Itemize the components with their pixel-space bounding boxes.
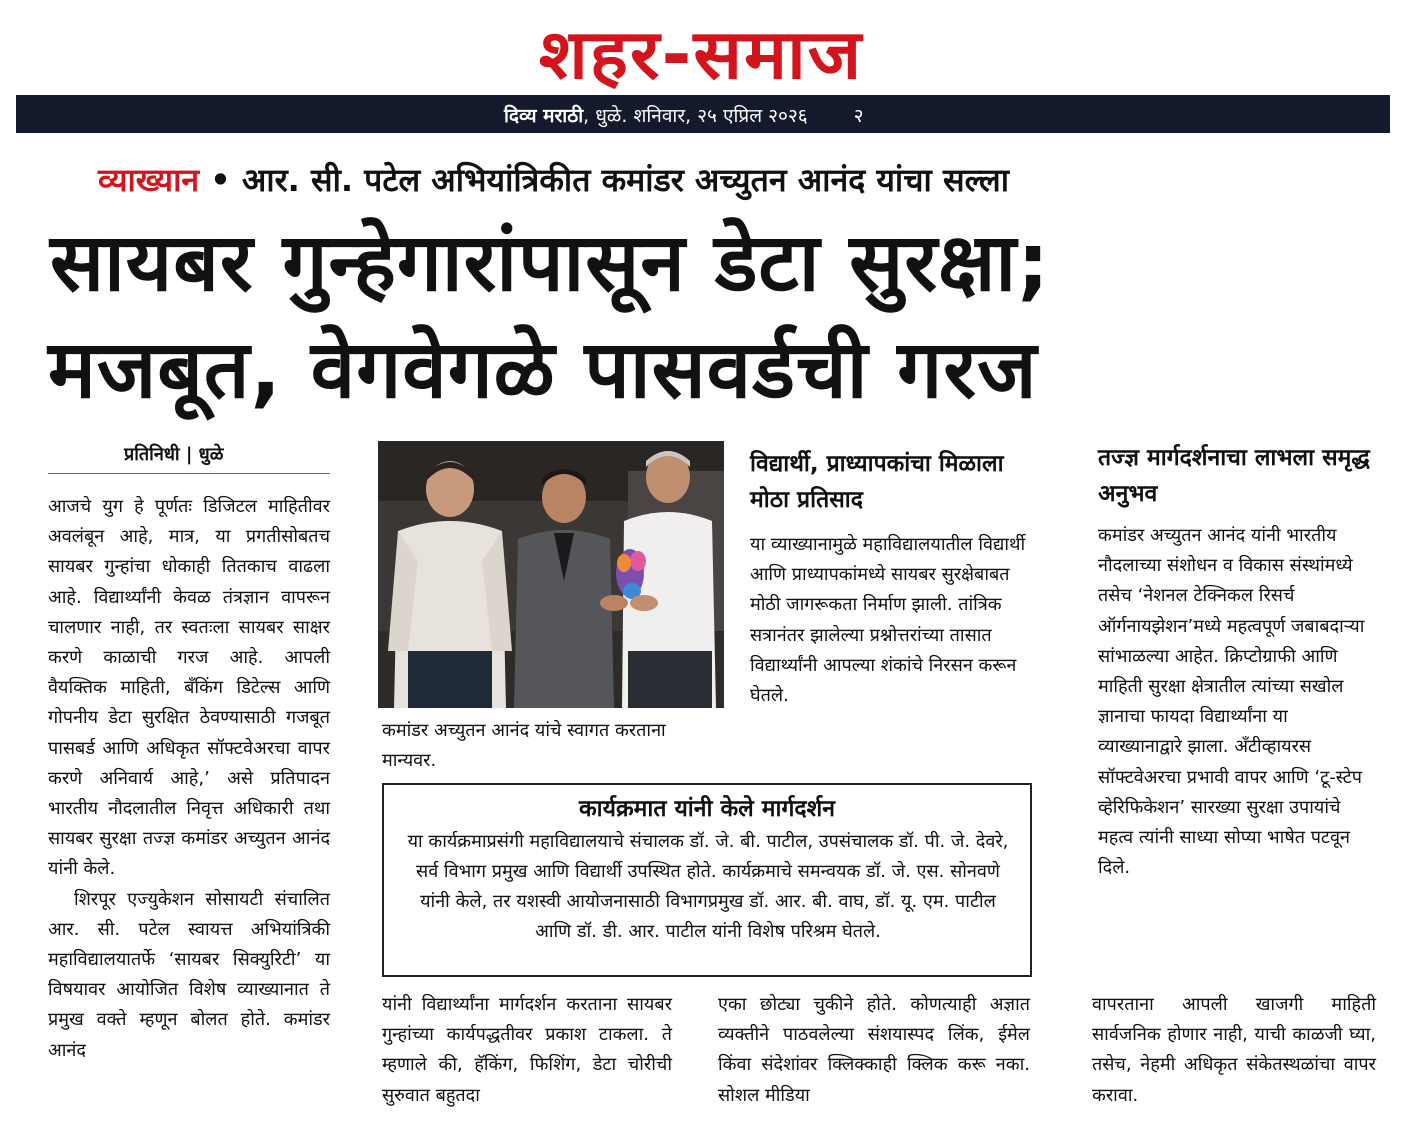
- kicker-bullet: •: [199, 161, 242, 199]
- subheading-students-response: विद्यार्थी, प्राध्यापकांचा मिळाला मोठा प्रतिसाद: [750, 451, 1004, 513]
- guidance-box-title: कार्यक्रमात यांनी केले मार्गदर्शन: [578, 796, 836, 822]
- headline-line-1: सायबर गुन्हेगारांपासून डेटा सुरक्षा;: [50, 216, 1051, 309]
- paper-name: दिव्य मराठी: [504, 105, 584, 127]
- event-photo-illustration: [378, 441, 724, 708]
- dateline-date: , धुळे. शनिवार, २५ एप्रिल २०२६: [583, 105, 808, 127]
- kicker: [98, 158, 1009, 201]
- page-number: २: [853, 105, 864, 127]
- article-column-3: कमांडर अच्युतन आनंद यांनी भारतीय नौदलाच्या संशोधन व विकास संस्थांमध्ये तसेच ‘नेशनल टेक्निकल रिसर्च ऑर्गनायझेशन’मध्ये महत्वपूर्ण जबाबदाऱ्या सांभाळल्या आहेत. क्रिप्टोग्राफी आणि माहिती सुरक्षा क्षेत्रातील त्यांच्या सखोल ज्ञानाचा फायदा विद्यार्थ्यांना या व्याख्यानाद्वारे झाला. अँटीव्हायरस सॉफ्टवेअरचा प्रभावी वापर आणि ‘टू-स्टेप व्हेरिफिकेशन’ सारख्या सुरक्षा उपायांचे महत्व त्यांनी साध्या सोप्या भाषेत पटवून दिले.: [1098, 525, 1365, 879]
- masthead-title: शहर-समाज: [538, 14, 864, 94]
- photo-caption: कमांडर अच्युतन आनंद यांचे स्वागत करताना मान्यवर.: [382, 720, 666, 771]
- dateline-text: [504, 102, 864, 128]
- byline-divider: [48, 473, 330, 474]
- article-column-1: [48, 492, 330, 1066]
- dateline-bar: [16, 95, 1390, 133]
- column-1-paragraph-1: आजचे युग हे पूर्णतः डिजिटल माहितीवर अवलंबून आहे, मात्र, या प्रगतीसोबतच सायबर गुन्हांचा धोकाही तितकाच वाढला आहे. विद्यार्थ्यांनी केवळ तंत्रज्ञान वापरून चालणार नाही, तर स्वतःला सायबर साक्षर करणे काळाची गरज आहे. आपली वैयक्तिक माहिती, बँकिंग डिटेल्स आणि गोपनीय डेटा सुरक्षित ठेवण्यासाठी गजबूत पासबर्ड आणि अधिकृत सॉफ्टवेअरचा वापर करणे अनिवार्य आहे,’ असे प्रतिपादन भारतीय नौदलातील निवृत्त अधिकारी तथा सायबर सुरक्षा तज्ज्ञ कमांडर अच्युतन आनंद यांनी केले.: [48, 496, 330, 880]
- headline-line-2: मजबूत, वेगवेगळे पासवर्डची गरज: [48, 323, 1038, 416]
- guidance-box: [382, 783, 1032, 977]
- kicker-tag: व्याख्यान: [98, 161, 200, 199]
- guidance-box-text: या कार्यक्रमाप्रसंगी महाविद्यालयाचे संचालक डॉ. जे. बी. पाटील, उपसंचालक डॉ. पी. जे. देवरे, सर्व विभाग प्रमुख आणि विद्यार्थी उपस्थित होते. कार्यक्रमाचे समन्वयक डॉ. जे. एस. सोनवणे यांनी केले, तर यशस्वी आयोजनासाठी विभागप्रमुख डॉ. आर. बी. वाघ, डॉ. यू. एम. पाटील आणि डॉ. डी. आर. पाटील यांनी विशेष परिश्रम घेतले.: [407, 831, 1009, 942]
- event-photo: [378, 441, 724, 708]
- subheading-expert-guidance: तज्ज्ञ मार्गदर्शनाचा लाभला समृद्ध अनुभव: [1098, 445, 1370, 507]
- byline: प्रतिनिधी | धुळे: [124, 444, 224, 465]
- column-1-paragraph-2: शिरपूर एज्युकेशन सोसायटी संचालित आर. सी. पटेल स्वायत्त अभियांत्रिकी महाविद्यालयातर्फे ‘सायबर सिक्युरिटी’ या विषयावर आयोजित विशेष व्याख्यानात ते प्रमुख वक्ते म्हणून बोलत होते. कमांडर आनंद: [48, 888, 330, 1061]
- article-column-6: वापरताना आपली खाजगी माहिती सार्वजनिक होणार नाही, याची काळजी घ्या, तसेच, नेहमी अधिकृत संकेतस्थळांचा वापर करावा.: [1092, 994, 1376, 1106]
- article-column-4: यांनी विद्यार्थ्यांना मार्गदर्शन करताना सायबर गुन्हांच्या कार्यपद्धतीवर प्रकाश टाकला. ते म्हणाले की, हॅकिंग, फिशिंग, डेटा चोरीची सुरुवात बहुतदा: [382, 994, 672, 1106]
- kicker-text: आर. सी. पटेल अभियांत्रिकीत कमांडर अच्युतन आनंद यांचा सल्ला: [241, 161, 1009, 199]
- article-column-2: या व्याख्यानामुळे महाविद्यालयातील विद्यार्थी आणि प्राध्यापकांमध्ये सायबर सुरक्षेबाबत मोठी जागरूकता निर्माण झाली. तांत्रिक सत्रानंतर झालेल्या प्रश्नोत्तरांच्या तासात विद्यार्थ्यांनी आपल्या शंकांचे निरसन करून घेतले.: [750, 534, 1026, 707]
- article-column-5: एका छोट्या चुकीने होते. कोणत्याही अज्ञात व्यक्तीने पाठवलेल्या संशयास्पद लिंक, ईमेल किंवा संदेशांवर क्लिक्काही क्लिक करू नका. सोशल मीडिया: [718, 994, 1030, 1106]
